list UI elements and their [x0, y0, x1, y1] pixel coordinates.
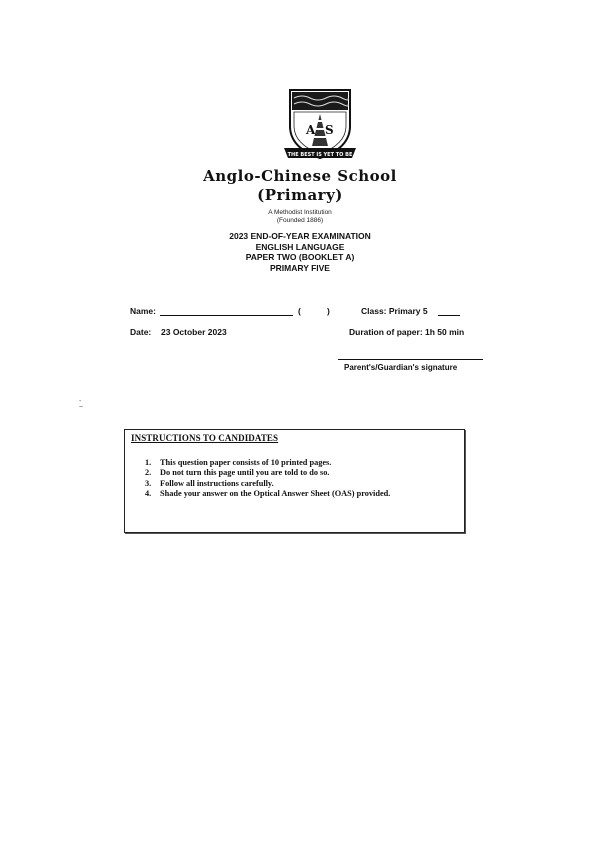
- svg-text:S: S: [325, 123, 334, 137]
- name-label: Name:: [130, 306, 156, 316]
- exam-subject: ENGLISH LANGUAGE: [255, 241, 345, 252]
- duration-text: Duration of paper: 1h 50 min: [349, 327, 465, 337]
- signature-label: Parent's/Guardian's signature: [344, 363, 458, 372]
- school-crest-icon: [282, 86, 358, 166]
- instruction-item: [145, 458, 390, 468]
- margin-mark: ~: [79, 404, 84, 411]
- date-value: 23 October 2023: [161, 327, 227, 337]
- school-name: Anglo-Chinese School: [203, 167, 397, 185]
- instruction-number: 4.: [145, 488, 152, 498]
- instructions-list: [145, 458, 390, 499]
- exam-paper: PAPER TWO (BOOKLET A): [245, 252, 355, 262]
- exam-level: PRIMARY FIVE: [270, 262, 330, 273]
- instructions-box: [124, 429, 465, 533]
- instruction-item: [145, 489, 390, 499]
- exam-heading: [0, 231, 600, 273]
- name-field[interactable]: [160, 315, 293, 316]
- instructions-title: INSTRUCTIONS TO CANDIDATES: [131, 433, 279, 443]
- svg-text:A: A: [306, 123, 316, 137]
- register-number-close: ): [327, 306, 330, 316]
- register-number-open: (: [298, 306, 301, 316]
- instruction-number: 3.: [145, 478, 152, 488]
- instruction-text: Shade your answer on the Optical Answer Sheet (OAS) provided.: [160, 488, 391, 498]
- instruction-number: 1.: [145, 458, 152, 467]
- instruction-text: Follow all instructions carefully.: [160, 478, 274, 488]
- exam-title: 2023 END-OF-YEAR EXAMINATION: [229, 231, 371, 241]
- founded-text: (Founded 1886): [276, 217, 324, 224]
- instruction-number: 2.: [145, 468, 152, 478]
- school-section: (Primary): [257, 186, 343, 204]
- instruction-item: [145, 468, 390, 478]
- margin-mark: -: [79, 398, 82, 405]
- institution-text: A Methodist Institution: [268, 209, 332, 216]
- signature-field[interactable]: [338, 359, 483, 360]
- svg-text:THE BEST IS YET TO BE: THE BEST IS YET TO BE: [287, 152, 353, 158]
- instruction-text: This question paper consists of 10 printed pages.: [160, 458, 332, 467]
- instruction-item: [145, 479, 390, 489]
- class-field[interactable]: [438, 315, 460, 316]
- class-label: Class: Primary 5: [361, 306, 428, 316]
- date-label: Date:: [130, 327, 152, 337]
- instruction-text: Do not turn this page until you are told to do so.: [160, 468, 330, 478]
